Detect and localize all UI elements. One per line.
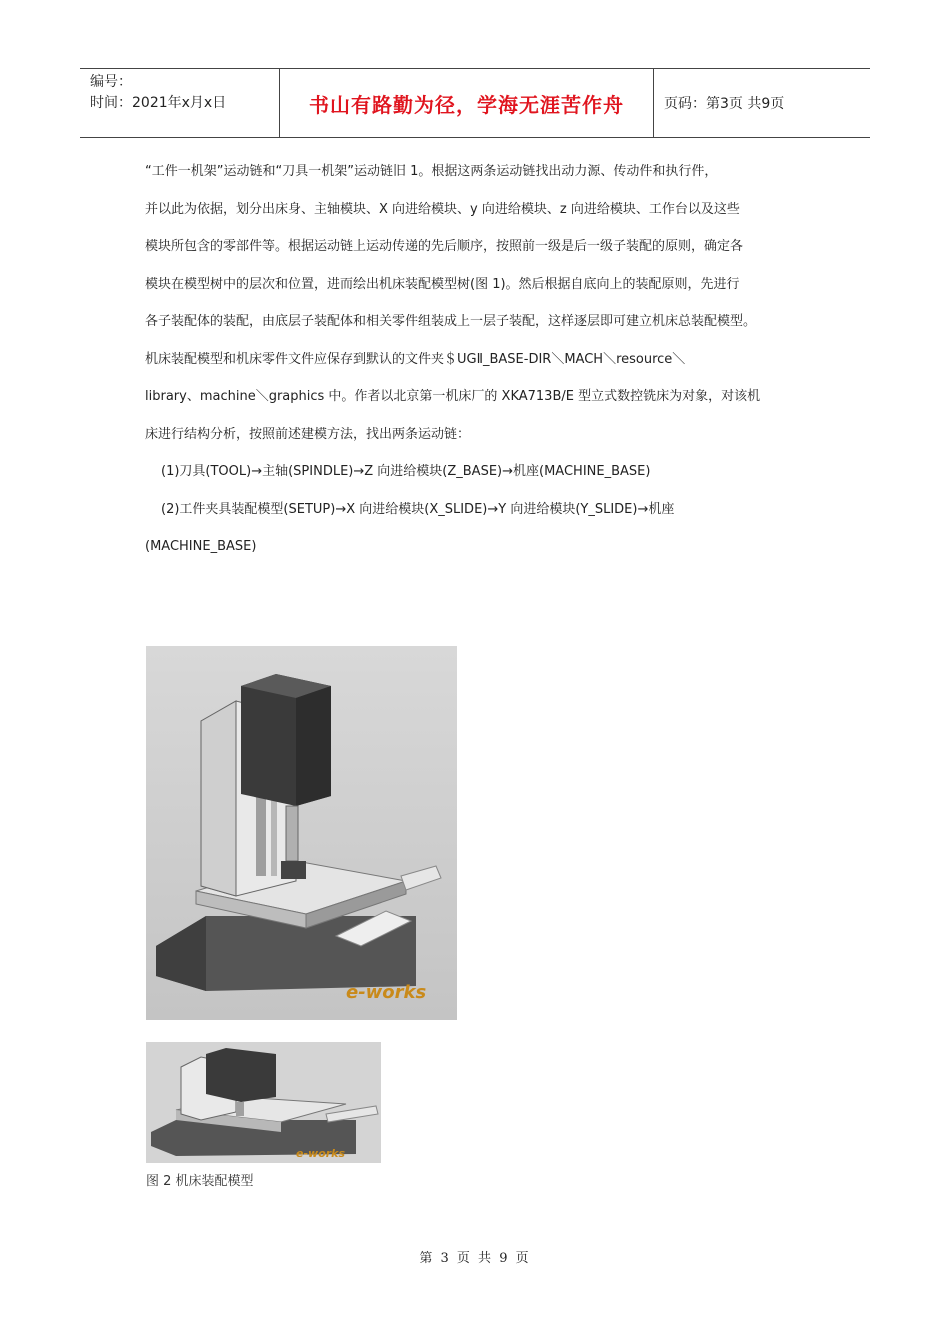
paragraph-line: 模块在模型树中的层次和位置，进而绘出机床装配模型树(图 1)。然后根据自底向上的装配原则，先进行 [145, 276, 740, 292]
header-left-cell [80, 69, 280, 137]
time-label: 时间：2021年x月x日 [90, 95, 227, 111]
paragraph-line: 并以此为依据，划分出床身、主轴模块、X 向进给模块、y 向进给模块、z 向进给模块、工作台以及这些 [145, 201, 740, 217]
machine-model-image-small [146, 1042, 381, 1163]
motion-chain-2-continued: (MACHINE_BASE) [145, 539, 257, 554]
eworks-watermark: e-works [346, 982, 427, 1003]
paragraph-line: “工件一机架”运动链和“刀具一机架”运动链旧 1。根据这两条运动链找出动力源、传动件和执行件， [145, 164, 718, 179]
paragraph-line: 模块所包含的零部件等。根据运动链上运动传递的先后顺序，按照前一级是后一级子装配的原则，确定各 [145, 239, 744, 254]
machine-model-image-large [146, 646, 457, 1020]
paragraph-line: 各子装配体的装配，由底层子装配体和相关零件组装成上一层子装配，这样逐层即可建立机床总装配模型。 [145, 314, 757, 329]
header-page-info: 页码：第3页 共9页 [664, 96, 785, 112]
page-header [80, 68, 870, 138]
paragraph-line: 床进行结构分析，按照前述建模方法，找出两条运动链： [145, 426, 471, 442]
figure-caption: 图 2 机床装配模型 [146, 1174, 254, 1189]
number-label: 编号： [90, 74, 132, 90]
body-text [145, 158, 825, 571]
paragraph-line: library、machine＼graphics 中。作者以北京第一机床厂的 XKA713B/E 型立式数控铣床为对象，对该机 [145, 389, 761, 404]
motion-chain-1: (1)刀具(TOOL)→主轴(SPINDLE)→Z 向进给模块(Z_BASE)→机座(MACHINE_BASE) [161, 464, 651, 479]
eworks-watermark-small: e-works [296, 1147, 346, 1160]
motion-chain-2: (2)工件夹具装配模型(SETUP)→X 向进给模块(X_SLIDE)→Y 向进给模块(Y_SLIDE)→机座 [161, 501, 675, 517]
header-motto: 书山有路勤为径，学海无涯苦作舟 [280, 69, 654, 137]
page-footer: 第 3 页 共 9 页 [419, 1251, 531, 1266]
paragraph-line: 机床装配模型和机床零件文件应保存到默认的文件夹＄UGⅡ_BASE-DIR＼MACH＼resource＼ [145, 351, 686, 367]
